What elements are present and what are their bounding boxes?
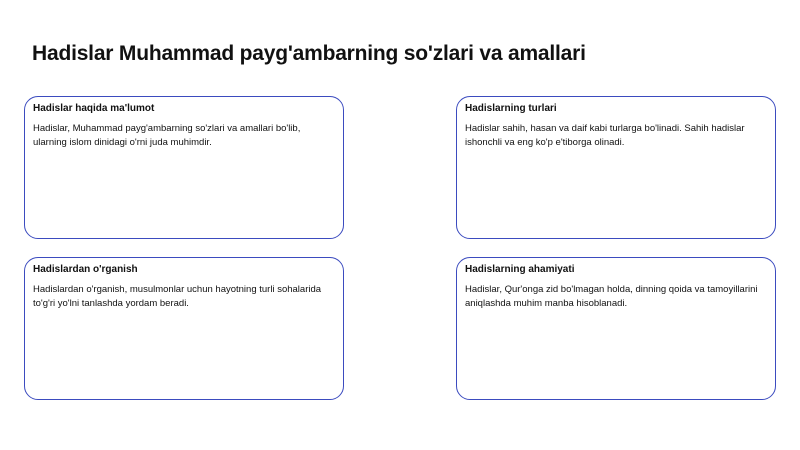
card-body: Hadislardan o'rganish, musulmonlar uchun hayotning turli sohalarida to'g'ri yo'lni tanlashda yordam beradi. bbox=[33, 284, 322, 309]
card-heading: Hadislardan o'rganish bbox=[33, 264, 138, 275]
card-body: Hadislar sahih, hasan va daif kabi turlarga bo'linadi. Sahih hadislar ishonchli va eng ko'p e'tiborga olinadi. bbox=[465, 123, 745, 148]
card-hadislardan-organish bbox=[24, 257, 344, 400]
card-hadislar-turlari bbox=[456, 96, 776, 239]
page-title: Hadislar Muhammad payg'ambarning so'zlari va amallari bbox=[32, 42, 586, 65]
card-heading: Hadislarning turlari bbox=[465, 103, 557, 114]
card-hadislar-ahamiyati bbox=[456, 257, 776, 400]
card-heading: Hadislar haqida ma'lumot bbox=[33, 103, 155, 114]
card-heading: Hadislarning ahamiyati bbox=[465, 264, 575, 275]
card-body: Hadislar, Muhammad payg'ambarning so'zlari va amallari bo'lib, ularning islom dinidagi o'rni juda muhimdir. bbox=[33, 123, 301, 148]
card-hadislar-haqida bbox=[24, 96, 344, 239]
card-body: Hadislar, Qur'onga zid bo'lmagan holda, dinning qoida va tamoyillarini aniqlashda muhim manba hisoblanadi. bbox=[465, 284, 758, 309]
